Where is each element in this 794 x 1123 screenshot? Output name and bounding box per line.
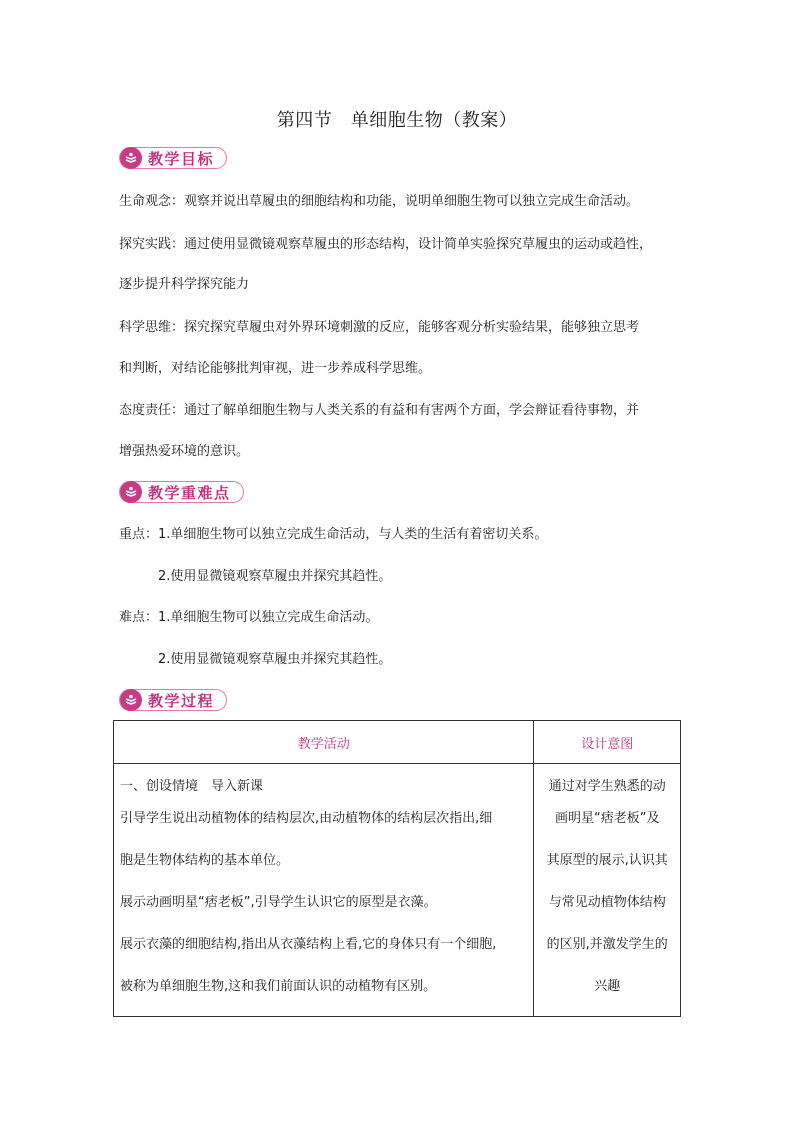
- difficulty-line: 2.使用显微镜观察草履虫并探究其趋性。: [158, 652, 392, 667]
- page-title: 第四节 单细胞生物（教案）: [276, 110, 518, 131]
- key-point-line: 重点：1.单细胞生物可以独立完成生命活动，与人类的生活有着密切关系。: [119, 527, 548, 542]
- section-badge: [119, 481, 244, 503]
- book-icon: [120, 481, 142, 503]
- objective-line: 科学思维：探究探究草履虫对外界环境刺激的反应，能够客观分析实验结果，能够独立思考: [119, 320, 640, 335]
- book-icon: [120, 689, 142, 711]
- difficulty-line: 难点：1.单细胞生物可以独立完成生命活动。: [119, 610, 379, 625]
- intent-cell: [534, 764, 681, 1017]
- activity-line: 一、创设情境 导入新课: [120, 779, 264, 794]
- activity-cell: [114, 764, 534, 1017]
- objective-line: 探究实践：通过使用显微镜观察草履虫的形态结构，设计简单实验探究草履虫的运动或趋性，: [119, 237, 653, 252]
- section-label: 教学重难点: [148, 483, 231, 502]
- objective-line: 增强热爱环境的意识。: [119, 444, 250, 459]
- intent-line: 其原型的展示,认识其: [546, 853, 668, 868]
- activity-line: 被称为单细胞生物,这和我们前面认识的动植物有区别。: [120, 979, 437, 994]
- objective-line: 逐步提升科学探究能力: [119, 277, 250, 292]
- section-badge: [119, 689, 227, 711]
- table-row: [114, 764, 681, 1017]
- intent-line: 画明星“痞老板”及: [554, 811, 660, 826]
- section-heading-objectives: [119, 147, 227, 169]
- objective-line: 和判断，对结论能够批判审视，进一步养成科学思维。: [119, 361, 432, 376]
- activity-line: 引导学生说出动植物体的结构层次,由动植物体的结构层次指出,细: [120, 811, 493, 826]
- column-header-activity: 教学活动: [114, 721, 534, 764]
- intent-line: 与常见动植物体结构: [548, 895, 666, 910]
- teaching-process-table: [113, 720, 681, 1017]
- key-point-line: 2.使用显微镜观察草履虫并探究其趋性。: [158, 569, 392, 584]
- section-label: 教学过程: [148, 691, 215, 710]
- activity-line: 胞是生物体结构的基本单位。: [120, 853, 290, 868]
- intent-line: 通过对学生熟悉的动: [548, 779, 666, 794]
- activity-line: 展示衣藻的细胞结构,指出从衣藻结构上看,它的身体只有一个细胞,: [120, 937, 497, 952]
- objective-line: 生命观念：观察并说出草履虫的细胞结构和功能，说明单细胞生物可以独立完成生命活动。: [119, 194, 640, 209]
- objective-line: 态度责任：通过了解单细胞生物与人类关系的有益和有害两个方面，学会辩证看待事物，并: [119, 403, 640, 418]
- section-heading-process: [119, 689, 227, 711]
- intent-line: 兴趣: [594, 979, 621, 994]
- column-header-intent: 设计意图: [534, 721, 681, 764]
- section-heading-key-points: [119, 481, 244, 503]
- table-header-row: [114, 721, 681, 764]
- section-label: 教学目标: [148, 149, 215, 168]
- book-icon: [120, 147, 142, 169]
- activity-line: 展示动画明星“痞老板”,引导学生认识它的原型是衣藻。: [120, 895, 437, 910]
- section-badge: [119, 147, 227, 169]
- intent-line: 的区别,并激发学生的: [546, 937, 668, 952]
